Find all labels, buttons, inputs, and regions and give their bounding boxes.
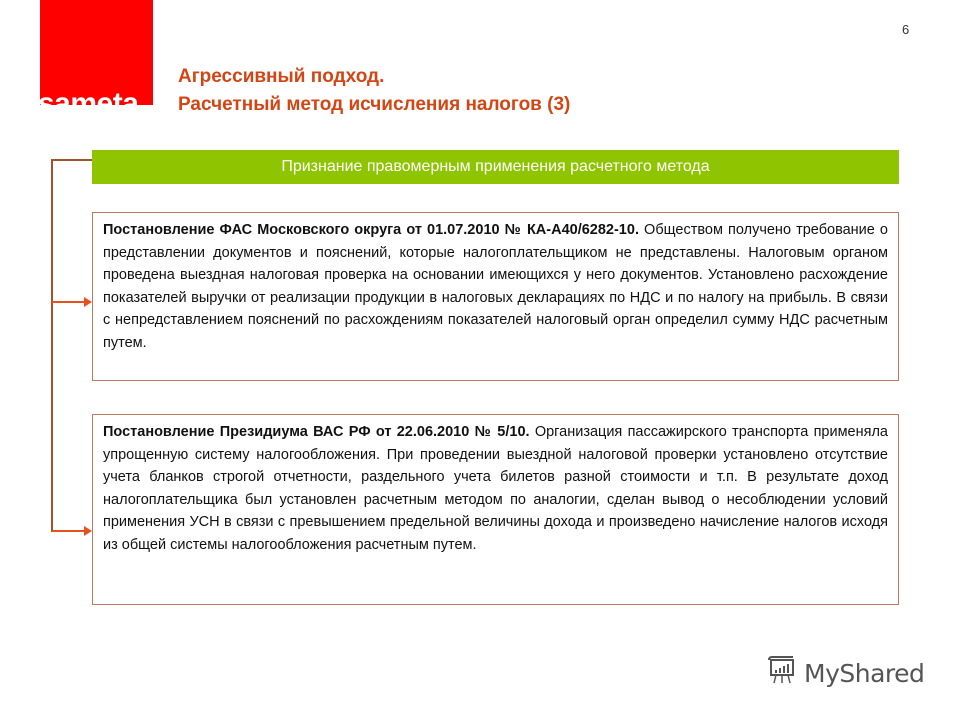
arrow-right-icon <box>84 526 92 536</box>
banner-text: Признание правомерным применения расчетного метода <box>281 158 710 175</box>
case-1-body: Обществом получено требование о представлении документов и пояснений, которые налогоплательщиком не представлены. Налоговым органом проведена выездная налоговая проверка на основании имеющихся у него документов. Установлено расхождение показателей выручки от реализации продукции в налоговых декларациях по НДС и по налогу на прибыль. В связи с непредставлением пояснений по расхождениям показателей налоговый орган определил сумму НДС расчетным путем. <box>103 222 888 351</box>
connector-top-horizontal <box>52 159 92 161</box>
watermark <box>766 655 924 692</box>
page-number: 6 <box>902 22 910 37</box>
presentation-board-icon <box>766 655 798 692</box>
case-2-heading: Постановление Президиума ВАС РФ от 22.06.2010 № 5/10. <box>103 424 530 440</box>
title-line-2: Расчетный метод исчисления налогов (3) <box>178 94 571 115</box>
section-banner <box>92 150 899 184</box>
case-1-heading: Постановление ФАС Московского округа от 01.07.2010 № КА-А40/6282-10. <box>103 222 639 238</box>
watermark-text: MyShared <box>804 659 925 688</box>
connector-arrow-2-line <box>52 530 84 532</box>
slide-title <box>178 63 570 119</box>
connector-vertical <box>51 159 53 532</box>
case-box-1 <box>92 212 899 381</box>
connector-arrow-1-line <box>52 301 84 303</box>
logo: sameta <box>38 89 139 119</box>
arrow-right-icon <box>84 297 92 307</box>
case-box-2 <box>92 414 899 605</box>
title-line-1: Агрессивный подход. <box>178 66 385 87</box>
case-2-body: Организация пассажирского транспорта применяла упрощенную систему налогообложения. При проведении выездной налоговой проверки установлено отсутствие учета бланков строгой отчетности, раздельного учета билетов разной стоимости и т.п. В результате доход налогоплательщика был установлен расчетным методом по аналогии, сделан вывод о несоблюдении условий применения УСН в связи с превышением предельной величины дохода и произведено начисление налогов исходя из общей системы налогообложения расчетным путем. <box>103 424 888 553</box>
